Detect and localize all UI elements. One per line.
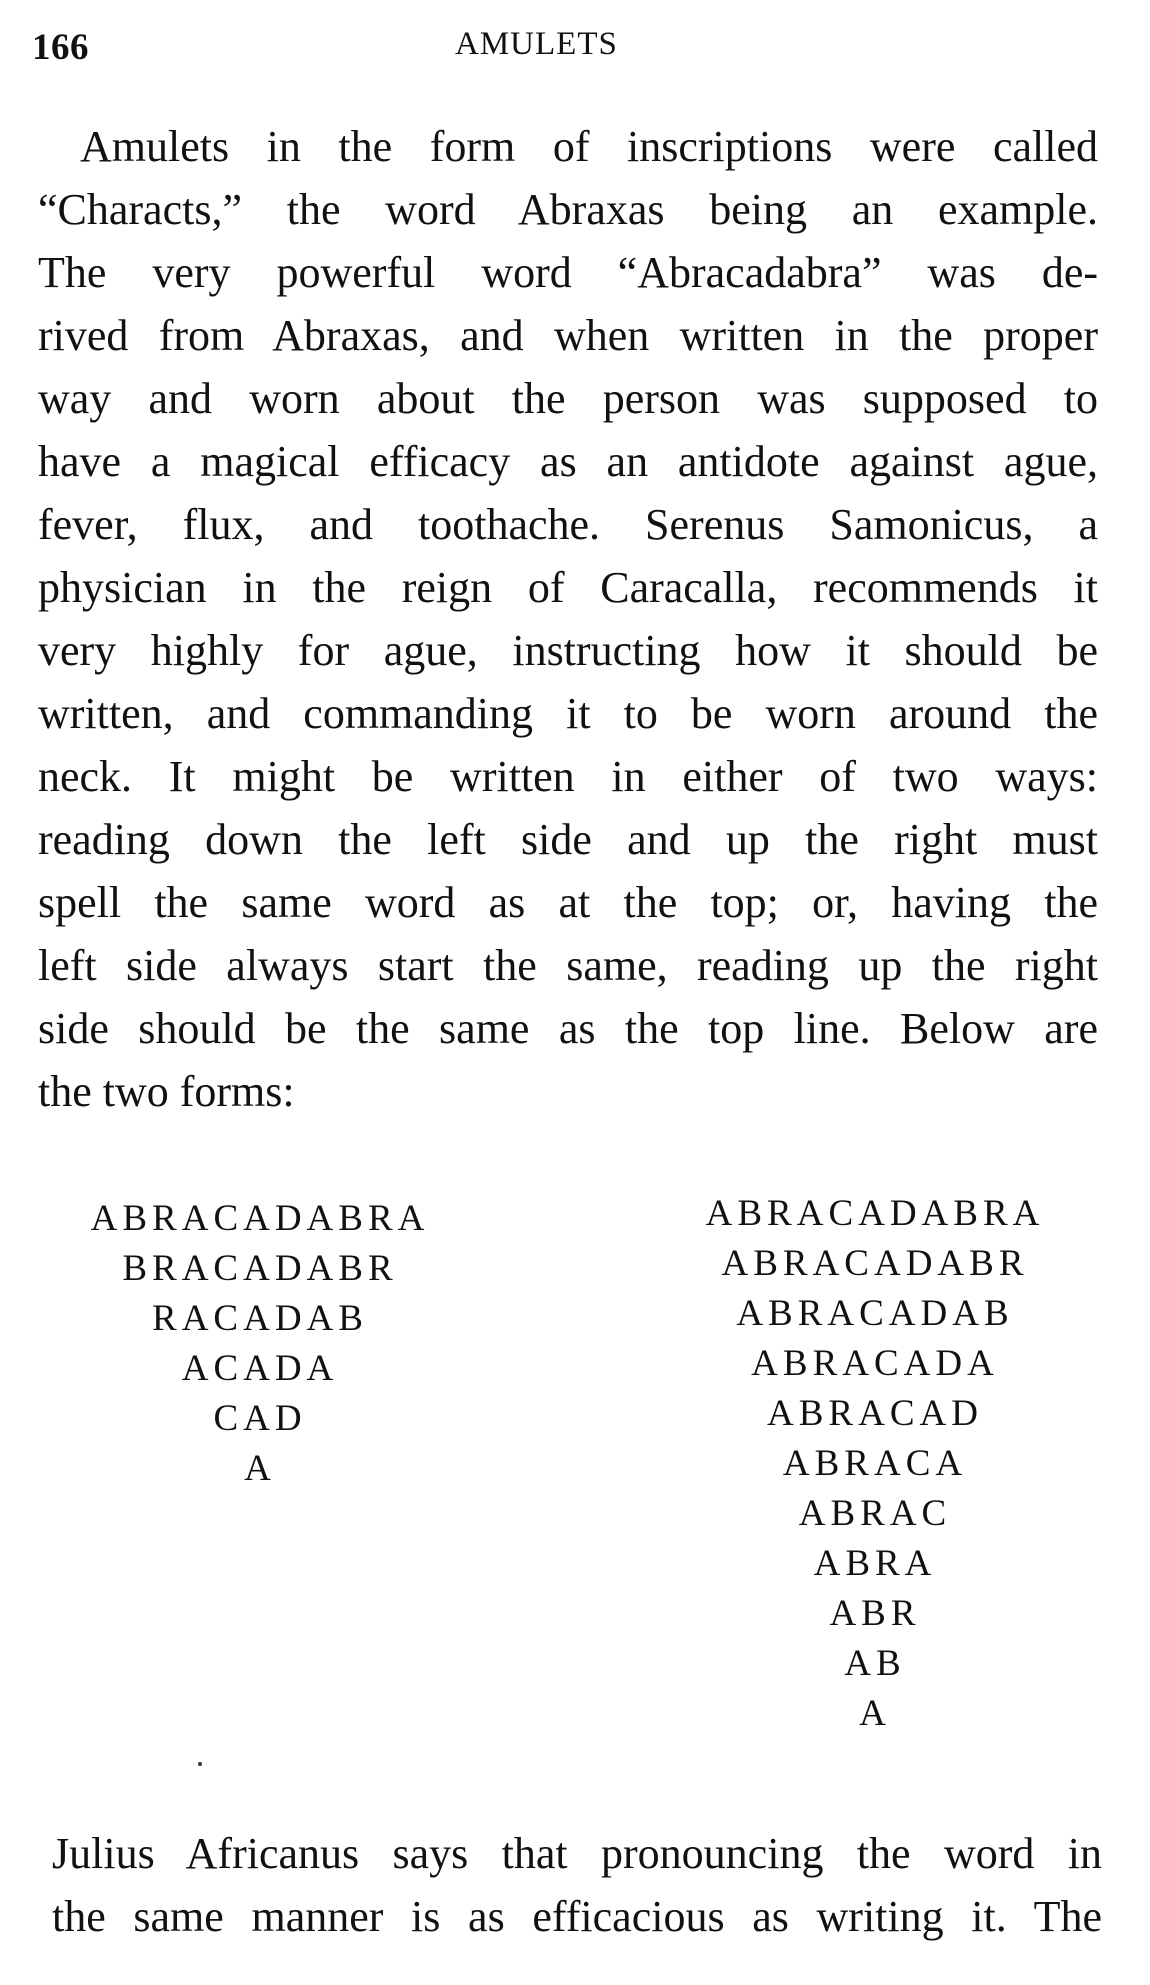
pyramid-row: ABRAC [798, 1493, 952, 1534]
pyramid-row: A [859, 1693, 891, 1734]
page-number: 166 [32, 27, 89, 68]
pyramid-row: CAD [213, 1398, 307, 1439]
paragraph-line: Julius Africanus says that pronouncing the word in [52, 1829, 1102, 1878]
paragraph-line: Amulets in the form of inscriptions were called [80, 122, 1098, 171]
pyramid-row: ABRA [813, 1543, 937, 1584]
paragraph-line: the two forms: [38, 1067, 295, 1116]
running-title: AMULETS [455, 26, 618, 62]
pyramid-row: ACADA [181, 1348, 339, 1389]
paragraph-line: physician in the reign of Caracalla, recommends it [38, 563, 1098, 612]
paragraph-line: very highly for ague, instructing how it should be [38, 626, 1098, 675]
print-speck [198, 1762, 202, 1766]
pyramid-row: A [244, 1448, 276, 1489]
paragraph-line: written, and commanding it to be worn around the [38, 689, 1098, 738]
paragraph-line: have a magical efficacy as an antidote against ague, [38, 437, 1098, 486]
pyramid-row: BRACADABR [122, 1248, 398, 1289]
paragraph-line: reading down the left side and up the right must [38, 815, 1098, 864]
paragraph-line: side should be the same as the top line. Below are [38, 1004, 1098, 1053]
paragraph-line: left side always start the same, reading up the right [38, 941, 1098, 990]
paragraph-line: spell the same word as at the top; or, having the [38, 878, 1098, 927]
pyramid-row: ABRACADABRA [90, 1198, 430, 1239]
paragraph-line: The very powerful word “Abracadabra” was de- [38, 248, 1098, 297]
pyramid-row: ABRACA [782, 1443, 968, 1484]
abracadabra-form-right [655, 1195, 1095, 1745]
paragraph-line: fever, flux, and toothache. Serenus Samonicus, a [38, 500, 1098, 549]
paragraph-line: neck. It might be written in either of two ways: [38, 752, 1098, 801]
pyramid-row: ABRACADAB [736, 1293, 1014, 1334]
pyramid-row: ABRACADA [751, 1343, 999, 1384]
pyramid-row: ABRACAD [767, 1393, 983, 1434]
pyramid-row: ABRACADABR [721, 1243, 1029, 1284]
paragraph-line: “Characts,” the word Abraxas being an example. [38, 185, 1098, 234]
abracadabra-form-left [40, 1200, 480, 1500]
paragraph-line: the same manner is as efficacious as writing it. The [52, 1892, 1102, 1941]
pyramid-row: RACADAB [152, 1298, 368, 1339]
pyramid-row: ABRACADABRA [705, 1193, 1045, 1234]
pyramid-row: ABR [829, 1593, 921, 1634]
paragraph-line: rived from Abraxas, and when written in the proper [38, 311, 1098, 360]
paragraph-line: way and worn about the person was supposed to [38, 374, 1098, 423]
pyramid-row: AB [844, 1643, 906, 1684]
